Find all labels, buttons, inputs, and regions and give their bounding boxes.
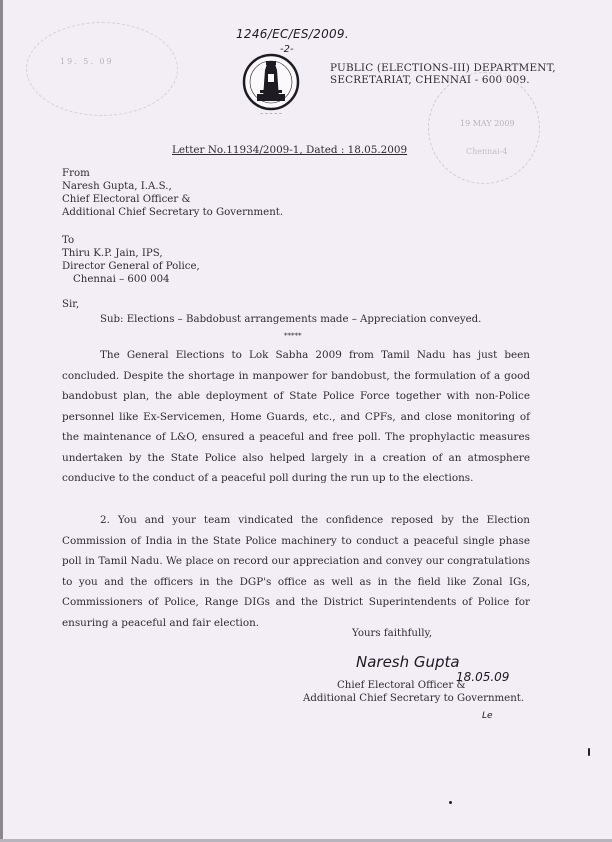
handwritten-initial-mark: Le [482, 711, 493, 721]
subject-line: Sub: Elections – Babdobust arrangements made – Appreciation conveyed. [100, 314, 482, 325]
signatory-title: Chief Electoral Officer & [337, 680, 466, 691]
received-stamp-left-text: 19. 5. 09 [60, 57, 114, 66]
received-stamp-date: 19 MAY 2009 [460, 119, 515, 128]
handwritten-signature-date: 18.05.09 [456, 670, 510, 684]
letter-number-and-date: Letter No.11934/2009-1, Dated : 18.05.2009 [172, 144, 408, 156]
to-label: To [62, 235, 75, 246]
from-line-title: Chief Electoral Officer & [62, 194, 191, 205]
from-label: From [62, 168, 90, 179]
tamil-nadu-emblem-icon [242, 50, 300, 118]
body-paragraph-2: 2. You and your team vindicated the confidence reposed by the Election Commission of India in the State Police machinery to conduct a peaceful single phase poll in Tamil Nadu. We place on record our appreciation and convey our congratulations to you and the officers in the DGP's office as well as in the field like Zonal IGs, Commissioners of Police, Range DIGs and the District Superintendents of Police for ensuring a peaceful and fair election. [62, 514, 530, 629]
svg-text:~ ~ ~ ~ ~: ~ ~ ~ ~ ~ [260, 111, 282, 116]
scan-speck [588, 748, 590, 756]
letterhead-department: PUBLIC (ELECTIONS-III) DEPARTMENT, [330, 62, 556, 74]
closing: Yours faithfully, [352, 628, 433, 639]
to-line-title: Director General of Police, [62, 261, 200, 272]
separator: ***** [284, 332, 302, 340]
received-stamp-left [26, 22, 178, 116]
body-paragraph-1: The General Elections to Lok Sabha 2009 from Tamil Nadu has just been concluded. Despite the shortage in manpower for bandobust, the formulation of a good bandobust plan, the able deployment of State Police Force together with non-Police personnel like Ex-Servicemen, Home Guards, etc., and CPFs, and close monitoring of the maintenance of L&O, ensured a peaceful and free poll. The prophylactic measures undertaken by the State Police also helped largely in a creation of an atmosphere conducive to the conduct of a peaceful poll during the run up to the elections. [62, 349, 530, 484]
salutation: Sir, [62, 299, 80, 310]
handwritten-signature: Naresh Gupta [356, 653, 460, 671]
handwritten-file-reference: 1246/EC/ES/2009. [236, 27, 349, 41]
to-line-city: Chennai – 600 004 [73, 274, 170, 285]
from-line-name: Naresh Gupta, I.A.S., [62, 181, 172, 192]
handwritten-page-mark: -2- [280, 44, 294, 55]
scan-speck [449, 801, 452, 804]
scan-edge-left [0, 0, 3, 842]
from-line-designation: Additional Chief Secretary to Government. [62, 207, 284, 218]
to-line-name: Thiru K.P. Jain, IPS, [62, 248, 163, 259]
received-stamp-city: Chennai-4 [466, 147, 508, 156]
signatory-designation: Additional Chief Secretary to Government. [303, 693, 525, 704]
letterhead-address: SECRETARIAT, CHENNAI - 600 009. [330, 74, 530, 86]
